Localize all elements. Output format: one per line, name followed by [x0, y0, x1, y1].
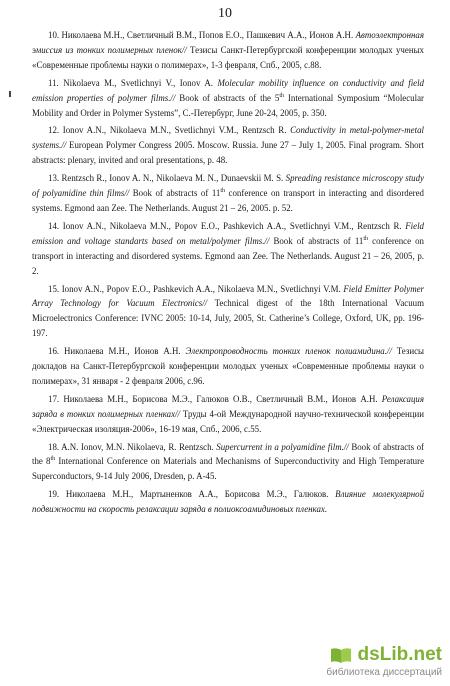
- reference-text: 16. Николаева М.Н., Ионов А.Н.: [48, 346, 186, 357]
- reference-title: Conductivity in metal-polymer-metal systems.//: [32, 125, 424, 151]
- reference-item: [32, 219, 424, 279]
- reference-title: Влияние молекулярной подвижности на скорость релаксации заряда в полиоксоамидиновых пленках.: [32, 489, 425, 515]
- reference-title: Molecular mobility influence on conductivity and field emission properties of polymer films.//: [32, 77, 424, 103]
- ordinal-suffix: th: [363, 235, 369, 242]
- watermark: [326, 644, 442, 678]
- margin-mark: [9, 91, 11, 97]
- reference-text: 17. Николаева М.Н., Борисова М.Э., Галюков О.В., Светличный В.М., Ионов А.Н.: [48, 393, 382, 404]
- watermark-brand-text: dsLib.net: [357, 644, 442, 665]
- reference-title: Field emission and voltage standarts based on metal/polymer films.//: [32, 220, 424, 246]
- reference-title: Field Emitter Polymer Array Technology for Vacuum Electronics//: [32, 283, 424, 309]
- reference-text: 15. Ionov A.N., Popov E.O., Pashkevich A.A., Nikolaeva M.N., Svetlichnyi V.M.: [48, 283, 344, 294]
- reference-text: 11. Nikolaeva M., Svetlichnyi V., Ionov A.: [48, 77, 218, 88]
- reference-text: 12. Ionov A.N., Nikolaeva M.N., Svetlichnyi V.M., Rentzsch R.: [48, 125, 291, 136]
- watermark-brand: [326, 644, 442, 666]
- reference-text: 13. Rentzsch R., Ionov A. N., Nikolaeva M. N., Dunaevskii M. S.: [48, 173, 286, 184]
- reference-text: Труды 4-ой Международной научно-технической конференции «Электрическая изоляция-2006», 16-19 мая, Спб., 2006, с.55.: [32, 408, 424, 434]
- reference-text: 19. Николаева М.Н., Мартыненков А.А., Борисова М.Э., Галюков.: [48, 489, 336, 500]
- reference-item: [32, 344, 424, 389]
- reference-item: [32, 28, 424, 73]
- reference-list: [32, 28, 424, 520]
- reference-item: [32, 392, 424, 437]
- reference-text: Book of abstracts of 11: [129, 188, 221, 199]
- reference-title: Автоэлектронная эмиссия из тонких полимерных пленок//: [32, 30, 424, 55]
- reference-text: Book of abstracts of the 8: [32, 441, 424, 467]
- page-number: 10: [218, 6, 232, 21]
- reference-item: [32, 440, 424, 485]
- ordinal-suffix: th: [279, 92, 284, 99]
- reference-text: International Conference on Materials and Mechanisms of Superconductivity and High Temperature Superconductors, 9-14 July 2006, Dresden, p. A-45.: [32, 456, 425, 482]
- reference-text: 10. Николаева М.Н., Светличный В.М., Попов Е.О., Пашкевич А.А., Ионов А.Н.: [48, 30, 356, 40]
- reference-title: Релаксация заряда в тонких полимерных пленках//: [32, 393, 424, 419]
- ordinal-suffix: th: [220, 188, 226, 195]
- reference-item: [32, 282, 424, 342]
- reference-item: [32, 76, 424, 121]
- reference-text: conference on transport in interacting and disordered systems. Egmond aan Zee. The Netherlands. August 21 – 26, 2005. p. 52.: [32, 188, 424, 213]
- ordinal-suffix: th: [50, 456, 56, 463]
- reference-title: Spreading resistance microscopy study of polyamidine thin films//: [32, 173, 424, 199]
- reference-text: European Polymer Congress 2005. Moscow. Russia. June 27 – July 1, 2005. Final program. Short abstracts: plenary, invited and oral presentations, p. 48.: [32, 140, 424, 166]
- reference-text: Technical digest of the 18th International Vacuum Microelectronics Conference: IVNC 2005: 10-14, July, 2005, St. Catherine’s College, Oxford, UK, pp. 196- 197.: [32, 298, 424, 339]
- reference-item: [32, 123, 424, 168]
- reference-text: Тезисы докладов на Санкт-Петербургской конференции молодых ученых «Современные проблемы науки о полимерах», 31 января - 2 февраля 2006, с.96.: [32, 346, 424, 386]
- reference-text: International Symposium “Molecular Mobility and Order in Polymer Systems”, С.-Петербург, June 20-24, 2005, p. 350.: [32, 92, 424, 118]
- watermark-caption: библиотека диссертаций: [326, 667, 442, 678]
- reference-text: conference on transport in interacting and disordered systems. Egmond aan Zee. The Netherlands. August 21 – 26, 2005, p. 2.: [32, 235, 424, 276]
- reference-title: Supercurrent in a polyamidine film.//: [216, 441, 349, 452]
- reference-text: Тезисы Санкт-Петербургской конференции молодых ученых «Современные проблемы науки о полимерах», 1-3 февраля, Спб., 2005, с.88.: [32, 44, 424, 70]
- open-book-icon: [330, 646, 352, 664]
- reference-text: Book of abstracts of the 5: [175, 92, 280, 103]
- reference-text: 18. A.N. Ionov, M.N. Nikolaeva, R. Rentzsch.: [48, 441, 217, 452]
- reference-title: Электропроводность тонких пленок полиамидина.//: [185, 346, 392, 357]
- reference-item: [32, 487, 424, 517]
- reference-item: [32, 171, 424, 216]
- reference-text: 14. Ionov A.N., Nikolaeva M.N., Popov E.O., Pashkevich A.A., Svetlichnyi V.M., Rentzsch R.: [48, 220, 406, 231]
- reference-text: Book of abstracts of 11: [269, 235, 364, 246]
